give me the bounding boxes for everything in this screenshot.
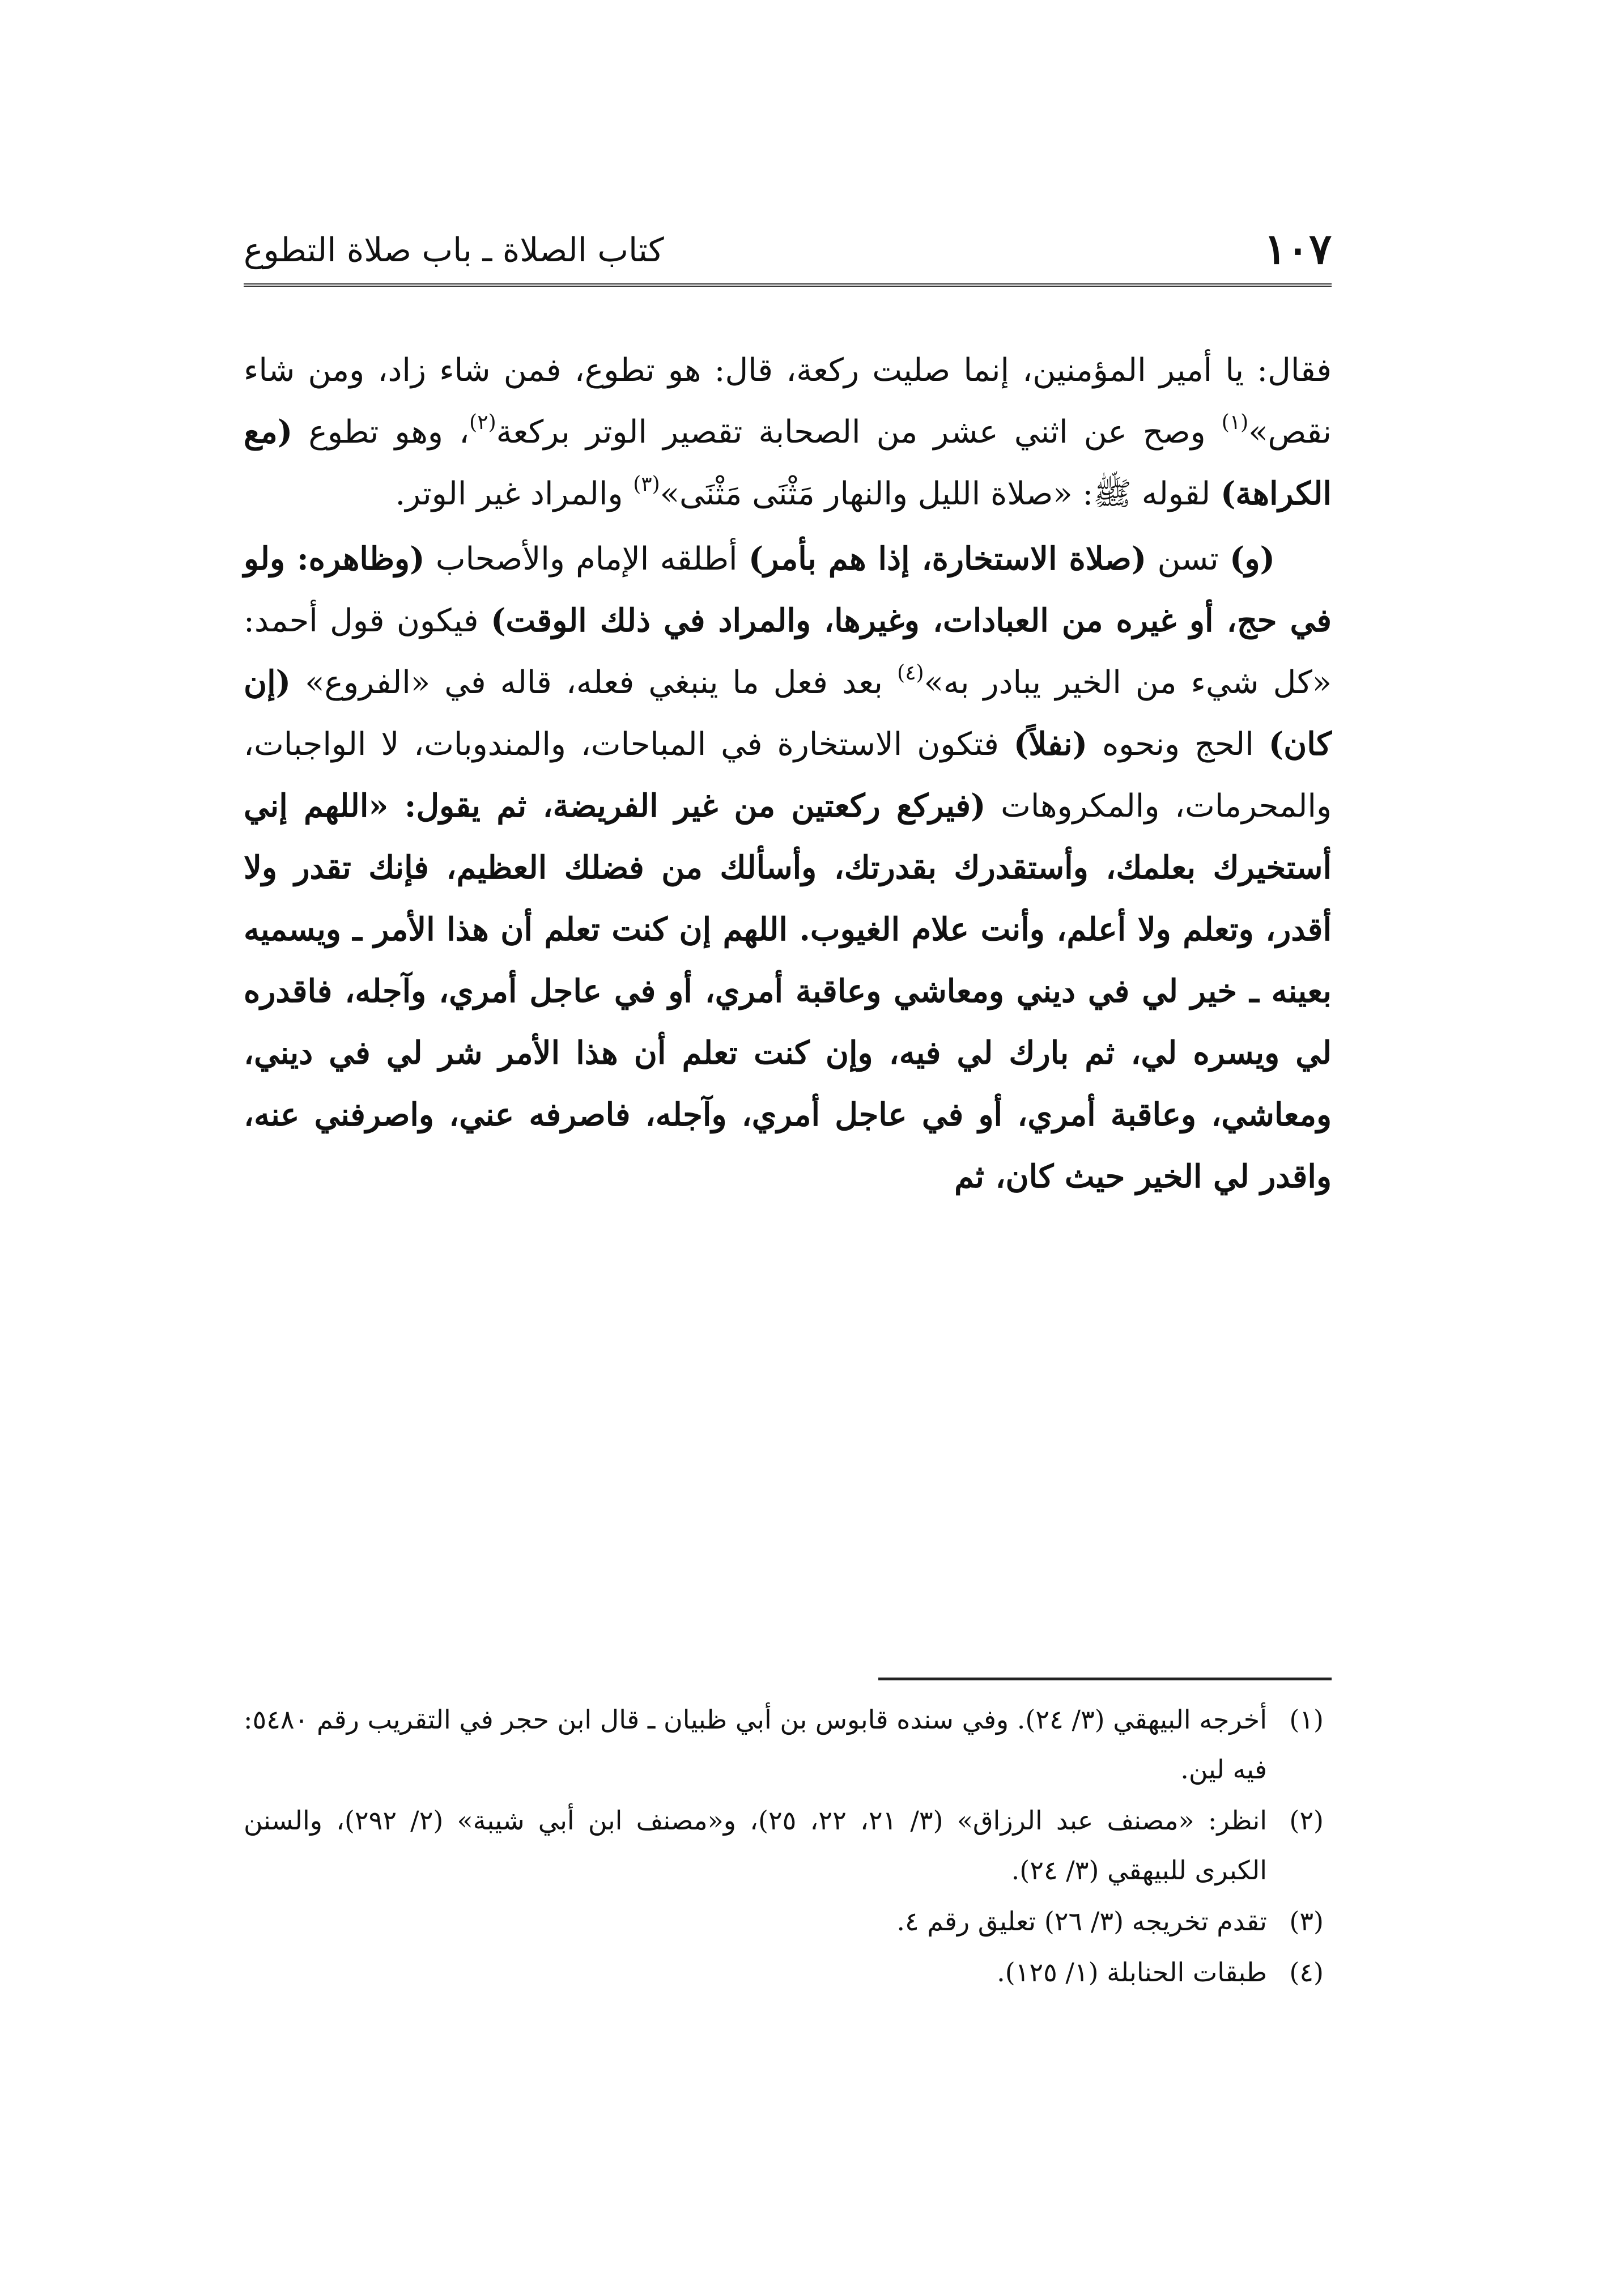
page-number: ١٠٧ [1264, 225, 1332, 274]
footnote-number: (١) [1289, 1704, 1324, 1735]
bold-text-run: (مع الكراهة) [244, 413, 1332, 512]
footnote-text: أخرجه البيهقي (٣/ ٢٤). وفي سنده قابوس بن أبي ظبيان ـ قال ابن حجر في التقريب رقم ٥٤٨٠: فيه لين. [244, 1704, 1267, 1785]
footnote-ref-2: (٢) [469, 411, 496, 434]
bold-text-run: (وظاهره: ولو في حج، أو غيره من العبادات، وغيرها، والمراد في ذلك الوقت) [244, 540, 1332, 639]
text-run: والمراد غير الوتر. [395, 475, 634, 512]
bold-text-run: (صلاة الاستخارة، إذا هم بأمر) [748, 540, 1147, 578]
text-run: تسن [1146, 541, 1230, 578]
footnote-text: انظر: «مصنف عبد الرزاق» (٣/ ٢١، ٢٢، ٢٥)، و«مصنف ابن أبي شيبة» (٢/ ٢٩٢)، والسنن الكبرى للبيهقي (٣/ ٢٤). [244, 1805, 1268, 1886]
text-run: الحج ونحوه [1087, 726, 1269, 763]
footnote-item [244, 1795, 1332, 1895]
text-run: بعد فعل ما ينبغي فعله، قاله في «الفروع» [291, 664, 898, 701]
text-run: ، وهو تطوع [292, 414, 470, 451]
footnote-divider [878, 1678, 1332, 1680]
footnote-ref-3: (٣) [633, 473, 660, 496]
text-run: وصح عن اثني عشر من الصحابة تقصير الوتر بركعة [496, 414, 1222, 451]
footnote-text: طبقات الحنابلة (١/ ١٢٥). [997, 1957, 1267, 1988]
bold-text-run: (و) [1229, 540, 1275, 578]
text-run: فقال: يا أمير المؤمنين، إنما صليت ركعة، قال: هو تطوع، فمن شاء زاد، ومن شاء نقص» [244, 352, 1332, 451]
bold-text-run: (إن كان) [244, 664, 1332, 763]
paragraph-2 [244, 528, 1332, 1208]
text-run: فتكون الاستخارة في المباحات، والمندوبات، لا الواجبات، والمحرمات، والمكروهات [244, 726, 1332, 825]
main-text [244, 340, 1332, 1208]
footnote-number: (٢) [1289, 1805, 1324, 1836]
footnote-item [244, 1947, 1332, 1997]
bold-text-run: (فيركع ركعتين من غير الفريضة، ثم يقول: «اللهم إني أستخيرك بعلمك، وأستقدرك بقدرتك، وأسألك من فضلك العظيم، فإنك تقدر ولا أقدر، وتعلم ولا أعلم، وأنت علام الغيوب. اللهم إن كنت تعلم أن هذا الأمر ـ ويسميه بعينه ـ خير لي في ديني ومعاشي وعاقبة أمري، أو في عاجل أمري، وآجله، فاقدره لي ويسره لي، ثم بارك لي فيه، وإن كنت تعلم أن هذا الأمر شر لي في ديني، ومعاشي، وعاقبة أمري، أو في عاجل أمري، وآجله، فاصرفه عني، واصرفني عنه، واقدر لي الخير حيث كان، ثم [244, 787, 1332, 1195]
bold-text-run: (نفلاً) [1013, 725, 1088, 763]
text-run: أطلقه الإمام والأصحاب [424, 541, 749, 578]
footnote-number: (٣) [1289, 1906, 1324, 1937]
text-run: فيكون قول أحمد: «كل شيء من الخير يبادر به» [244, 602, 1332, 701]
text-run: لقوله ﷺ: «صلاة الليل والنهار مَثْنَى مَثْنَى» [660, 475, 1221, 512]
running-title: كتاب الصلاة ـ باب صلاة التطوع [244, 231, 664, 269]
page-header [244, 224, 1332, 275]
footnote-number: (٤) [1289, 1957, 1324, 1988]
footnote-text: تقدم تخريجه (٣/ ٢٦) تعليق رقم ٤. [896, 1906, 1267, 1937]
paragraph-1 [244, 340, 1332, 525]
footnote-ref-1: (١) [1221, 411, 1249, 434]
footnote-item [244, 1695, 1332, 1794]
footnotes [244, 1695, 1332, 1998]
header-divider [244, 283, 1332, 287]
footnote-ref-4: (٤) [897, 661, 924, 685]
footnote-item [244, 1896, 1332, 1946]
